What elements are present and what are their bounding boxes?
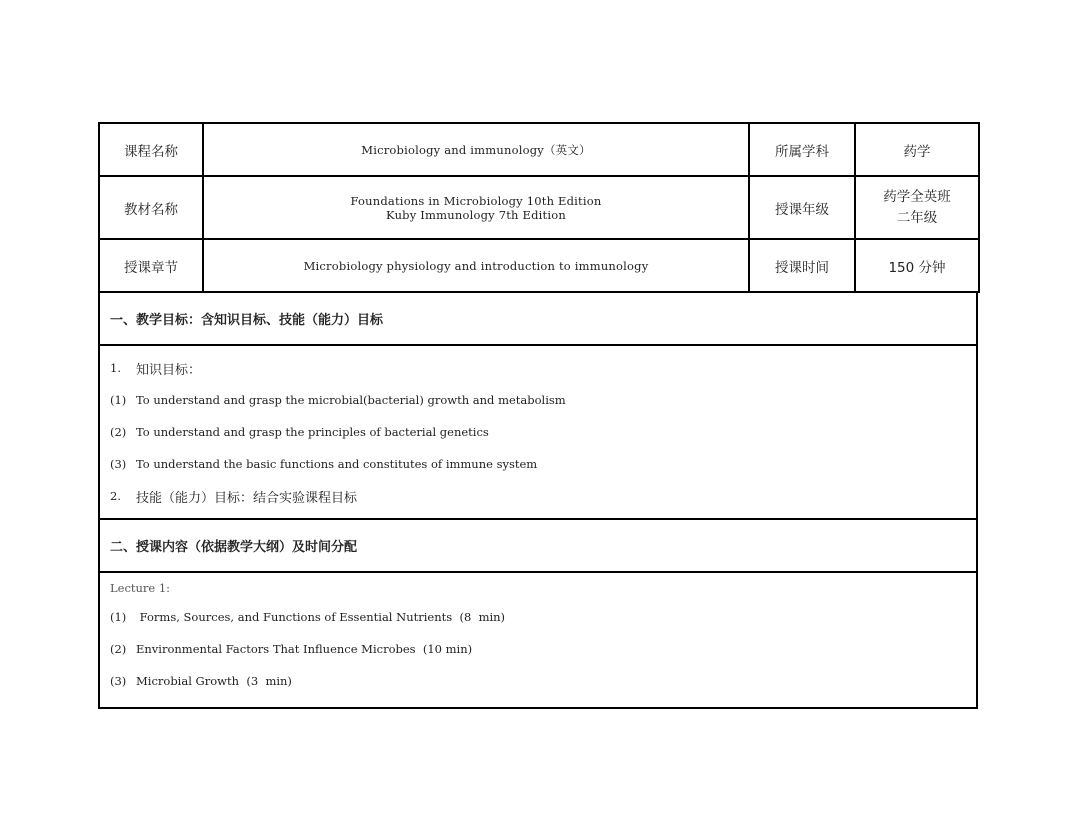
discipline-value: 药学: [855, 123, 979, 176]
item-text: Environmental Factors That Influence Microbes (10 min): [136, 642, 473, 656]
grade-line-2: 二年级: [896, 209, 938, 226]
objective-item: [110, 480, 966, 512]
lecture-title: Lecture 1:: [110, 581, 171, 595]
duration-value: 150 分钟: [855, 239, 979, 292]
item-number: (1): [110, 393, 127, 407]
objective-item: [110, 384, 966, 416]
objective-item: [110, 352, 966, 384]
textbook-line-2: Kuby Immunology 7th Edition: [386, 207, 566, 222]
chapter-value: Microbiology physiology and introduction to immunology: [203, 239, 749, 292]
item-text: To understand and grasp the principles of bacterial genetics: [136, 425, 489, 439]
item-number: (2): [110, 425, 127, 439]
item-text: Forms, Sources, and Functions of Essential Nutrients (8 min): [136, 610, 506, 624]
item-text: 技能（能力）目标：结合实验课程目标: [136, 490, 358, 506]
item-text: Microbial Growth (3 min): [136, 674, 292, 688]
item-text: To understand the basic functions and constitutes of immune system: [136, 457, 538, 471]
item-number: 2.: [110, 489, 121, 503]
content-item: [110, 601, 966, 633]
course-name-row: [99, 123, 979, 176]
content-item: [110, 665, 966, 697]
textbook-line-1: Foundations in Microbiology 10th Edition: [350, 193, 602, 208]
chapter-row: [99, 239, 979, 292]
course-plan-sheet: [98, 122, 978, 709]
teaching-objectives-section: [98, 293, 978, 520]
objectives-body: [100, 346, 976, 518]
course-info-table: [98, 122, 980, 293]
course-name-label: 课程名称: [99, 123, 203, 176]
textbook-label: 教材名称: [99, 176, 203, 239]
content-heading: 二、授课内容（依据教学大纲）及时间分配: [100, 520, 976, 573]
chapter-label: 授课章节: [99, 239, 203, 292]
objective-item: [110, 416, 966, 448]
duration-label: 授课时间: [749, 239, 855, 292]
textbook-value: [203, 176, 749, 239]
content-item: [110, 633, 966, 665]
grade-line-1: 药学全英班: [883, 188, 951, 205]
grade-value: [855, 176, 979, 239]
textbook-row: [99, 176, 979, 239]
course-name-value: Microbiology and immunology（英文）: [203, 123, 749, 176]
item-number: (3): [110, 457, 127, 471]
grade-label: 授课年级: [749, 176, 855, 239]
item-text: 知识目标：: [136, 362, 202, 378]
item-number: 1.: [110, 361, 121, 375]
item-number: (1): [110, 610, 127, 624]
item-text: To understand and grasp the microbial(bacterial) growth and metabolism: [136, 393, 566, 407]
lecture-label: [110, 575, 966, 601]
objectives-heading: 一、教学目标：含知识目标、技能（能力）目标: [100, 293, 976, 346]
teaching-content-section: [98, 520, 978, 709]
content-body: [100, 573, 976, 707]
item-number: (3): [110, 674, 127, 688]
objective-item: [110, 448, 966, 480]
discipline-label: 所属学科: [749, 123, 855, 176]
item-number: (2): [110, 642, 127, 656]
